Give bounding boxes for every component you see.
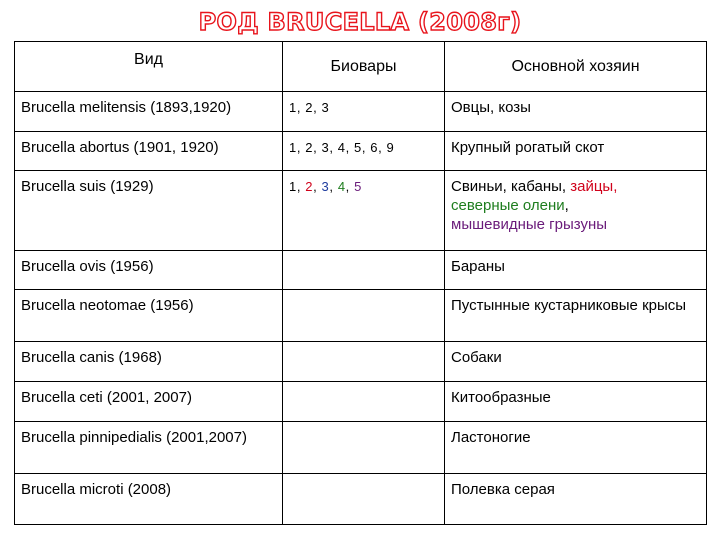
species-cell: Brucella melitensis (1893,1920): [15, 92, 283, 132]
table-row: [15, 422, 707, 474]
host-cell: Бараны: [445, 251, 707, 290]
host-cell: [445, 171, 707, 251]
biovar-3: 3: [321, 179, 330, 194]
table-row: [15, 251, 707, 290]
biovar-sep: ,: [329, 179, 338, 194]
table-row: [15, 132, 707, 171]
biovars-cell: [283, 422, 445, 474]
header-species: Вид: [15, 42, 283, 92]
host-cell: Ластоногие: [445, 422, 707, 474]
biovars-cell: [283, 474, 445, 525]
table-row: [15, 171, 707, 251]
biovars-cell: [283, 251, 445, 290]
table-row: [15, 342, 707, 382]
table-row: [15, 382, 707, 422]
species-cell: Brucella canis (1968): [15, 342, 283, 382]
species-cell: Brucella neotomae (1956): [15, 290, 283, 342]
biovars-cell: 1, 2, 3: [283, 92, 445, 132]
biovar-2: 2: [305, 179, 314, 194]
species-cell: Brucella ovis (1956): [15, 251, 283, 290]
species-cell: Brucella abortus (1901, 1920): [15, 132, 283, 171]
host-cell: Пустынные кустарниковые крысы: [445, 290, 707, 342]
table-row: [15, 290, 707, 342]
table-row: [15, 474, 707, 525]
host-cell: Китообразные: [445, 382, 707, 422]
biovars-cell: [283, 382, 445, 422]
host-rodents: мышевидные грызуны: [451, 216, 608, 233]
species-cell: Brucella microti (2008): [15, 474, 283, 525]
biovar-sep: ,: [313, 179, 322, 194]
header-biovars: Биовары: [283, 42, 445, 92]
host-reindeer: северные олени: [451, 197, 565, 214]
biovars-cell: 1, 2, 3, 4, 5, 6, 9: [283, 132, 445, 171]
biovars-cell: [283, 290, 445, 342]
host-cell: Крупный рогатый скот: [445, 132, 707, 171]
species-cell: Brucella ceti (2001, 2007): [15, 382, 283, 422]
species-cell: Brucella suis (1929): [15, 171, 283, 251]
host-comma: ,: [564, 197, 569, 214]
biovar-5: 5: [354, 179, 362, 194]
table-row: [15, 92, 707, 132]
species-cell: Brucella pinnipedialis (2001,2007): [15, 422, 283, 474]
host-hares: зайцы,: [570, 178, 618, 195]
page-title: РОД BRUCELLA (2008г): [198, 8, 522, 36]
host-text: Свиньи, кабаны,: [451, 178, 571, 195]
header-host: Основной хозяин: [445, 42, 707, 92]
host-cell: Овцы, козы: [445, 92, 707, 132]
biovar-4: 4: [337, 179, 346, 194]
brucella-table: [14, 41, 707, 525]
table-header-row: [15, 42, 707, 92]
host-cell: Полевка серая: [445, 474, 707, 525]
biovar-sep: ,: [345, 179, 355, 194]
biovars-cell: [283, 342, 445, 382]
host-cell: Собаки: [445, 342, 707, 382]
biovar-text: 1,: [289, 179, 306, 194]
biovars-cell: [283, 171, 445, 251]
